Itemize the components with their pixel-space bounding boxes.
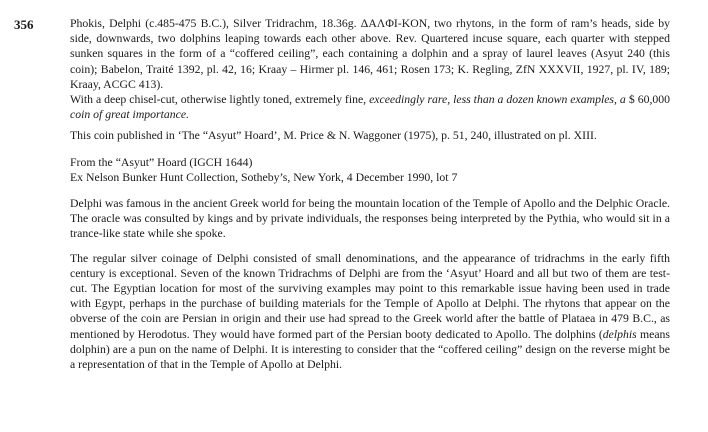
estimate-price: $ 60,000 <box>628 93 670 107</box>
lot-description <box>70 16 670 92</box>
note-text-part1: The regular silver coinage of Delphi consisted of small denominations, and the appearance of tridrachms in the early fifth century is exceptional. Seven of the known Tridrachms of Delphi are from the ‘Asyut’ Hoard and all but two of them are test-cut. The Egyptian location for most of the surviving examples may point to this remarkable issue having been used in trade with Egypt, perhaps in the purchase of building materials for the Temple of Apollo at Delphi. The rhytons that appear on the obverse of the coin are Persian in origin and their use had spread to the Greek world after the battle of Plataea in 479 B.C., as mentioned by Herodotus. They would have formed part of the Persian booty dedicated to Apollo. The dolphins ( <box>70 251 670 341</box>
publication-reference: This coin published in ‘The “Asyut” Hoard’, M. Price & N. Waggoner (1975), p. 51, 240, illustrated on pl. XIII. <box>70 129 597 143</box>
lot-description-end <box>70 92 670 122</box>
note-text-part2: means dolphin) are a pun on the name of Delphi. It is interesting to consider that the “coffered ceiling” design on the reverse might be a representation of that in the Temple of Apollo at Delphi. <box>70 327 670 372</box>
rarity-text: exceedingly rare, less than a dozen known examples, a coin of great importance. <box>70 93 626 122</box>
note-paragraph-delphi: Delphi was famous in the ancient Greek world for being the mountain location of the Temple of Apollo and the Delphic Oracle. The oracle was consulted by kings and by private individuals, the responses being interpreted by the Pythia, who would sit in a trance-like state while she spoke. <box>70 197 670 241</box>
provenance-collection: Ex Nelson Bunker Hunt Collection, Sotheby’s, New York, 4 December 1990, lot 7 <box>70 170 458 184</box>
description-tail <box>70 92 629 122</box>
note-italic-delphis: delphis <box>602 327 637 341</box>
description-body: Phokis, Delphi (c.485-475 B.C.), Silver Tridrachm, 18.36g. ΔΑΛΦΙ-KON, two rhytons, in the form of ram’s heads, side by side, downwards, two dolphins leaping towards each other above. Rev. Quartered incuse square, each quarter with stepped sunken squares in the form of a “coffered ceiling”, each containing a dolphin and a spray of laurel leaves (Asyut 240 (this coin); Babelon, Traité 1392, pl. 42, 16; Kraay – Hirmer pl. 146, 461; Rosen 173; K. Regling, ZfN XXXVII, 1927, pl. IV, 189; Kraay, ACGC 413). <box>70 17 670 91</box>
lot-number: 356 <box>14 17 34 32</box>
provenance-hoard: From the “Asyut” Hoard (IGCH 1644) <box>70 155 253 169</box>
lot-content <box>70 16 670 372</box>
provenance <box>70 155 670 185</box>
note-paragraph-coinage <box>70 251 670 373</box>
condition-text: With a deep chisel-cut, otherwise lightly toned, extremely fine, <box>70 93 367 107</box>
